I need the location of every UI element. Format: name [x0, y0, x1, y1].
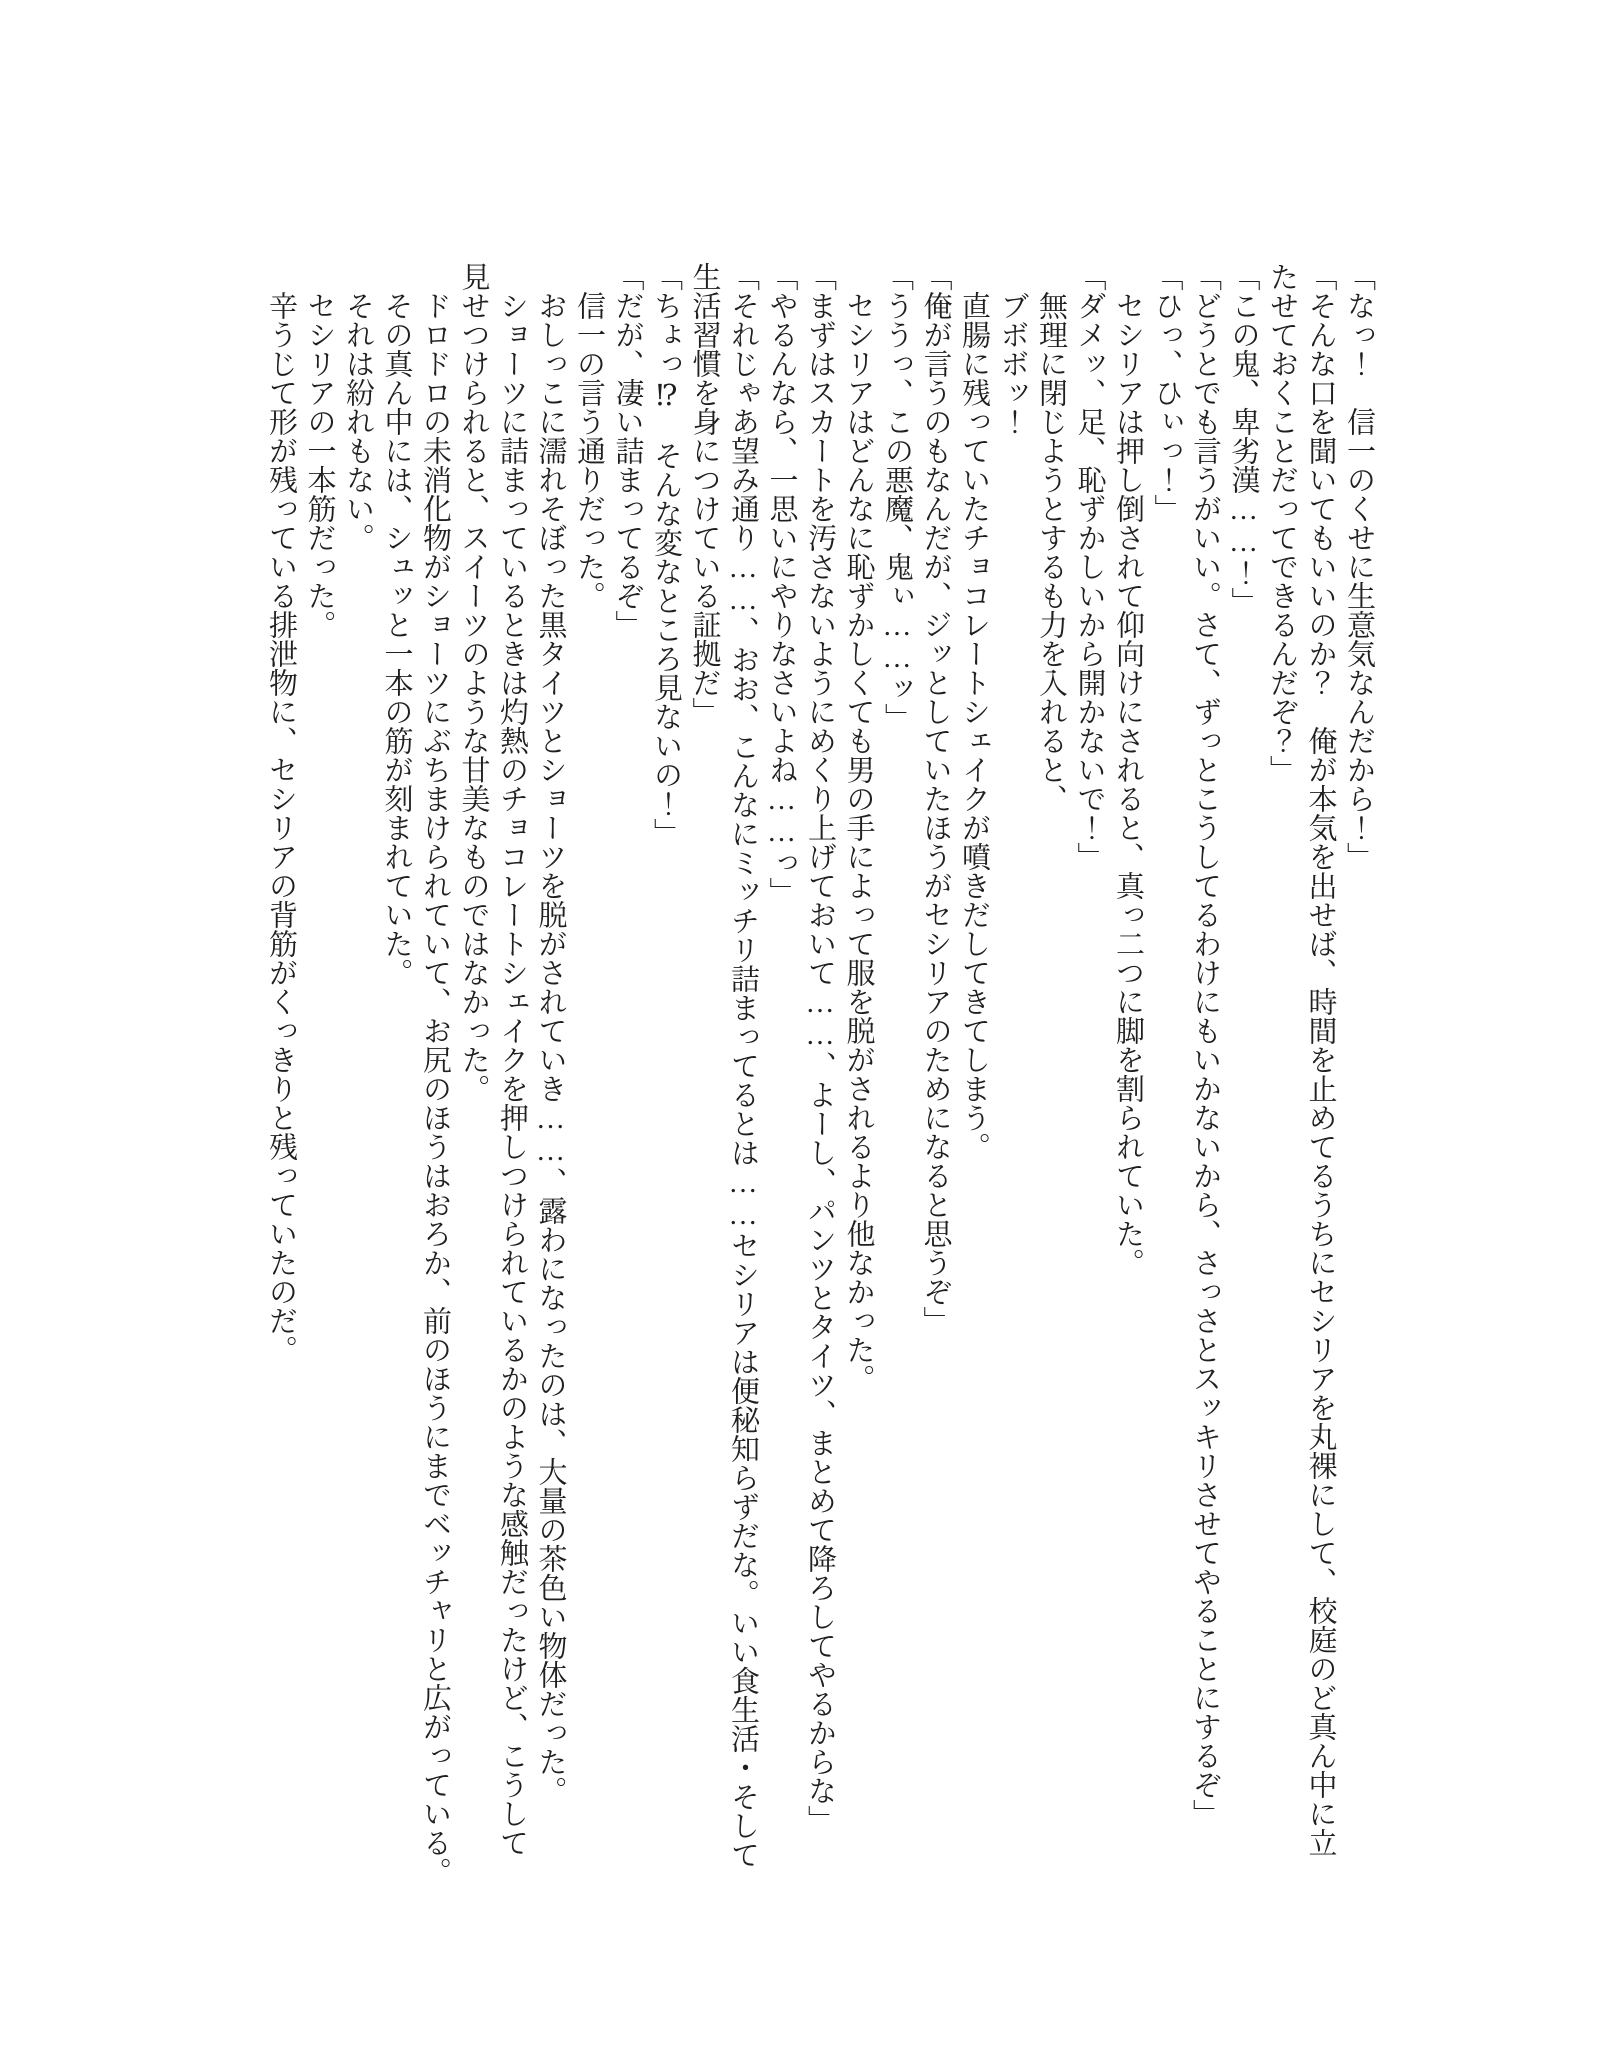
text-column: 「ちょっ⁉ そんな変なところ見ないの！」 — [650, 262, 682, 847]
text-column: 「俺が言うのもなんだが、ジッとしていたほうがセシリアのためになると思うぞ」 — [919, 262, 952, 1335]
text-column: 直腸に残っていたチョコレートシェイクが噴きだしてきてしまう。 — [958, 262, 990, 1161]
text-column: 生活習慣を身につけている証拠だ」 — [688, 262, 721, 726]
text-column: 「それじゃあ望み通り……、おお、こんなにミッチリ詰まってるとは……セシリアは便秘知らずだな。いい食生活・そして — [727, 262, 759, 1869]
text-column: おしっこに濡れそぼった黒タイツとショーツを脱がされていき……、露わになったのは、大量の茶色い物体だった。 — [534, 262, 567, 1805]
text-column: 信一の言う通りだった。 — [573, 262, 605, 610]
text-column: 辛うじて形が残っている排泄物に、セシリアの背筋がくっきりと残っていたのだ。 — [265, 262, 297, 1364]
text-column: ショーツに詰まっているときは灼熱のチョコレートシェイクを押しつけられているかのような感触だったけど、こうして — [496, 262, 528, 1857]
text-column: 「この鬼、卑劣漢……！」 — [1227, 262, 1260, 616]
text-column: 見せつけられると、スイーツのような甘美なものではなかった。 — [457, 262, 490, 1103]
text-column: たせておくことだってできるんだぞ？」 — [1266, 262, 1298, 784]
text-column: 「なっ！ 信一のくせに生意気なんだから！」 — [1343, 262, 1375, 871]
text-column: 「どうとでも言うがいい。さて、ずっとこうしてるわけにもいかないから、さっさとスッキリさせてやることにするぞ」 — [1189, 262, 1221, 1828]
text-column: 「やるんなら、一思いにやりなさいよね……っ」 — [765, 262, 798, 906]
text-column: ブボボッ！ — [996, 262, 1029, 436]
text-column: セシリアの一本筋だった。 — [303, 262, 336, 639]
text-column: 「ダメッ、足、恥ずかしいから開かないで！」 — [1073, 262, 1106, 871]
text-column: 「ううっ、この悪魔、鬼ぃ……ッ」 — [881, 262, 913, 732]
body-text — [262, 262, 1379, 1886]
text-column: セシリアはどんなに恥ずかしくても男の手によって服を脱がされるより他なかった。 — [842, 262, 875, 1393]
text-column: 「まずはスカートを汚さないようにめくり上げておいて……、よーし、パンツとタイツ、まとめて降ろしてやるからな」 — [804, 262, 836, 1834]
text-column: 「そんな口を聞いてもいいのか？ 俺が本気を出せば、時間を止めてるうちにセシリアを丸裸にして、校庭のど真ん中に立 — [1304, 262, 1337, 1857]
text-column: 「ひっ、ひぃっ！」 — [1150, 262, 1183, 523]
text-column: 無理に閉じようとするも力を入れると、 — [1035, 262, 1067, 813]
text-column: セシリアは押し倒されて仰向けにされると、真っ二つに脚を割られていた。 — [1112, 262, 1144, 1277]
text-column: ドロドロの未消化物がショーツにぶちまけられていて、お尻のほうはおろか、前のほうにまでベッチャリと広がっている。 — [419, 262, 451, 1886]
text-column: その真ん中には、シュッと一本の筋が刻まれていた。 — [380, 262, 413, 987]
text-column: それは紛れもない。 — [342, 262, 374, 552]
text-column: 「だが、凄い詰まってるぞ」 — [611, 262, 644, 639]
